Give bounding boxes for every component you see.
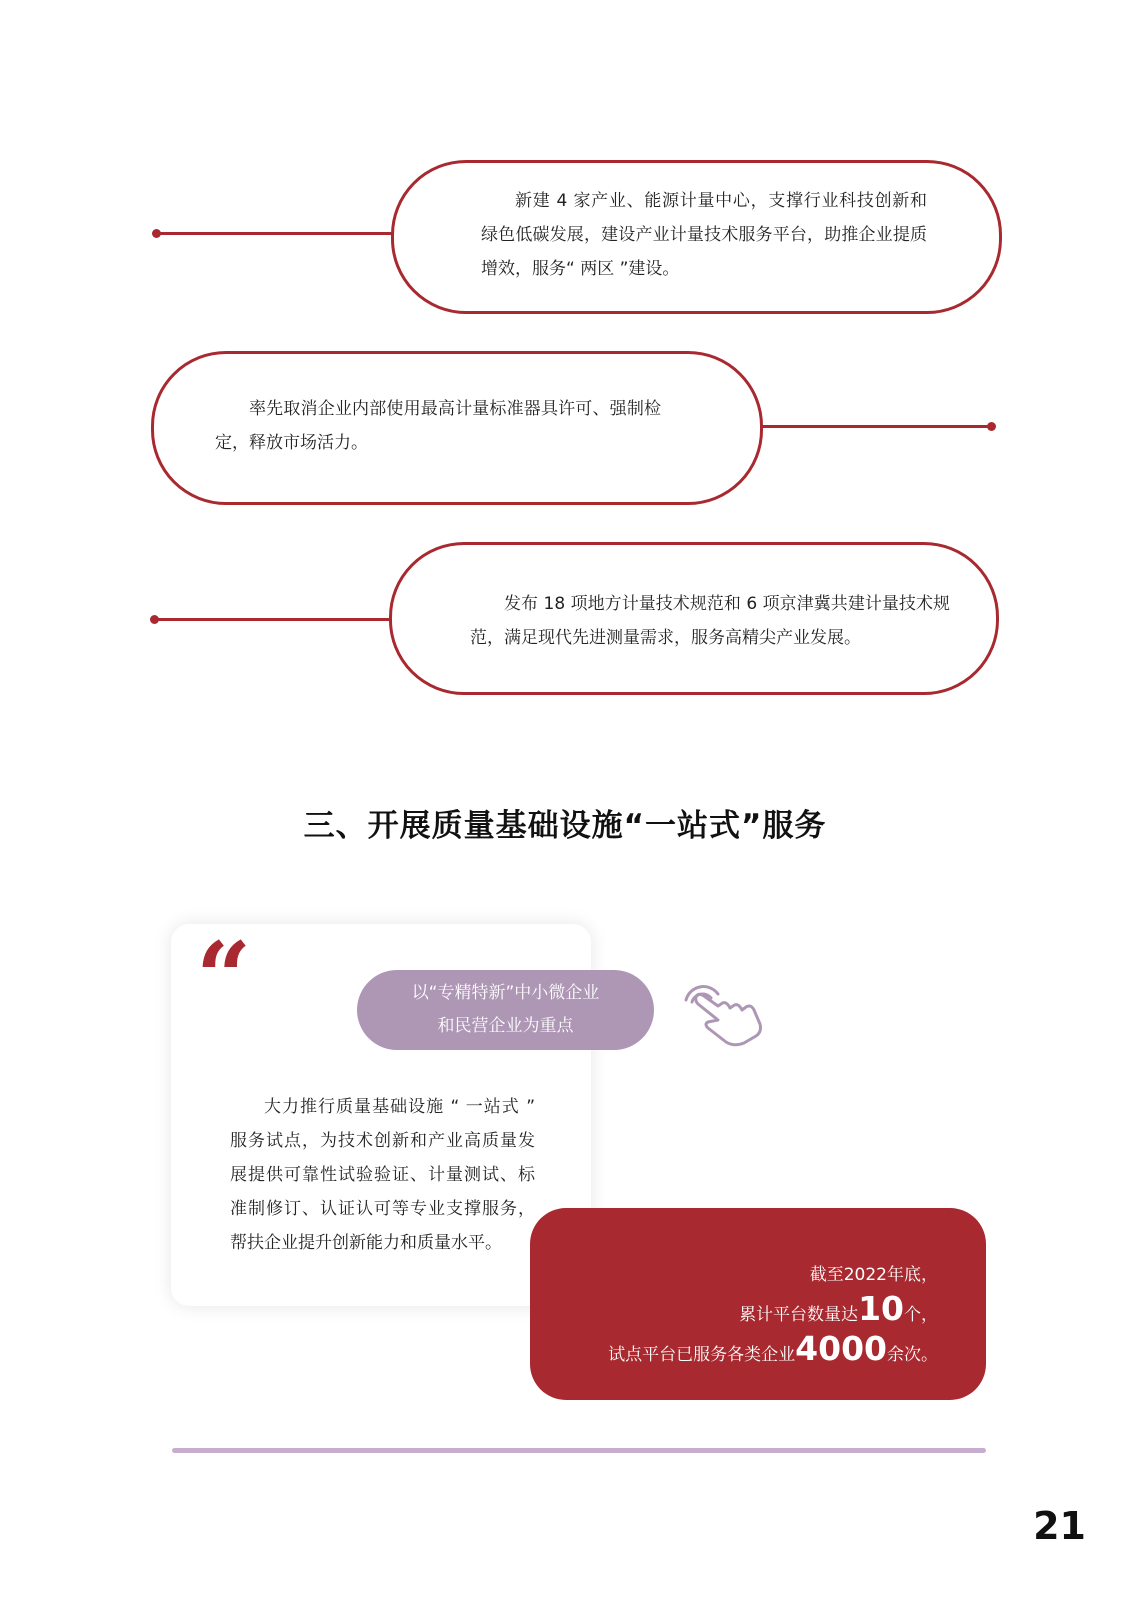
quote-card-text: 大力推行质量基础设施 “ 一站式 ” 服务试点，为技术创新和产业高质量发展提供可靠性试验验证、计量测试、标准制修订、认证认可等专业支撑服务，帮扶企业提升创新能力和质量水平。 (230, 1097, 535, 1253)
connector-line-1 (156, 232, 396, 235)
stats-line-3-suffix: 余次。 (887, 1345, 938, 1365)
callout-3-text: 发布 18 项地方计量技术规范和 6 项京津冀共建计量技术规范，满足现代先进测量需求，服务高精尖产业发展。 (470, 594, 950, 648)
page-number: 21 (1033, 1504, 1086, 1548)
callout-1-text: 新建 4 家产业、能源计量中心，支撑行业科技创新和绿色低碳发展，建设产业计量技术服务平台，助推企业提质增效，服务“ 两区 ”建设。 (481, 191, 927, 279)
connector-line-2 (761, 425, 991, 428)
pointing-hand-icon (678, 980, 764, 1048)
stats-line-3-prefix: 试点平台已服务各类企业 (608, 1345, 796, 1365)
served-count: 4000 (795, 1329, 887, 1368)
connector-line-3 (154, 618, 394, 621)
stats-lines (608, 1258, 938, 1372)
stats-line-2-prefix: 累计平台数量达 (739, 1305, 859, 1325)
stats-panel (530, 1208, 986, 1400)
platform-count: 10 (858, 1289, 904, 1328)
focus-tag-line-2: 和民营企业为重点 (437, 1016, 574, 1036)
stats-line-3 (608, 1329, 938, 1372)
connector-dot-2 (987, 422, 996, 431)
stats-line-1: 截至2022年底， (809, 1265, 938, 1285)
stats-line-2-suffix: 个， (904, 1305, 938, 1325)
quote-mark-icon: “ (196, 921, 252, 1034)
callout-2-text: 率先取消企业内部使用最高计量标准器具许可、强制检定，释放市场活力。 (215, 399, 661, 453)
focus-tag (357, 970, 654, 1050)
stats-line-2 (608, 1289, 938, 1332)
focus-tag-line-1: 以“专精特新”中小微企业 (411, 983, 600, 1003)
section-title: 三、开展质量基础设施“一站式”服务 (303, 808, 827, 844)
bottom-rule (172, 1448, 986, 1453)
